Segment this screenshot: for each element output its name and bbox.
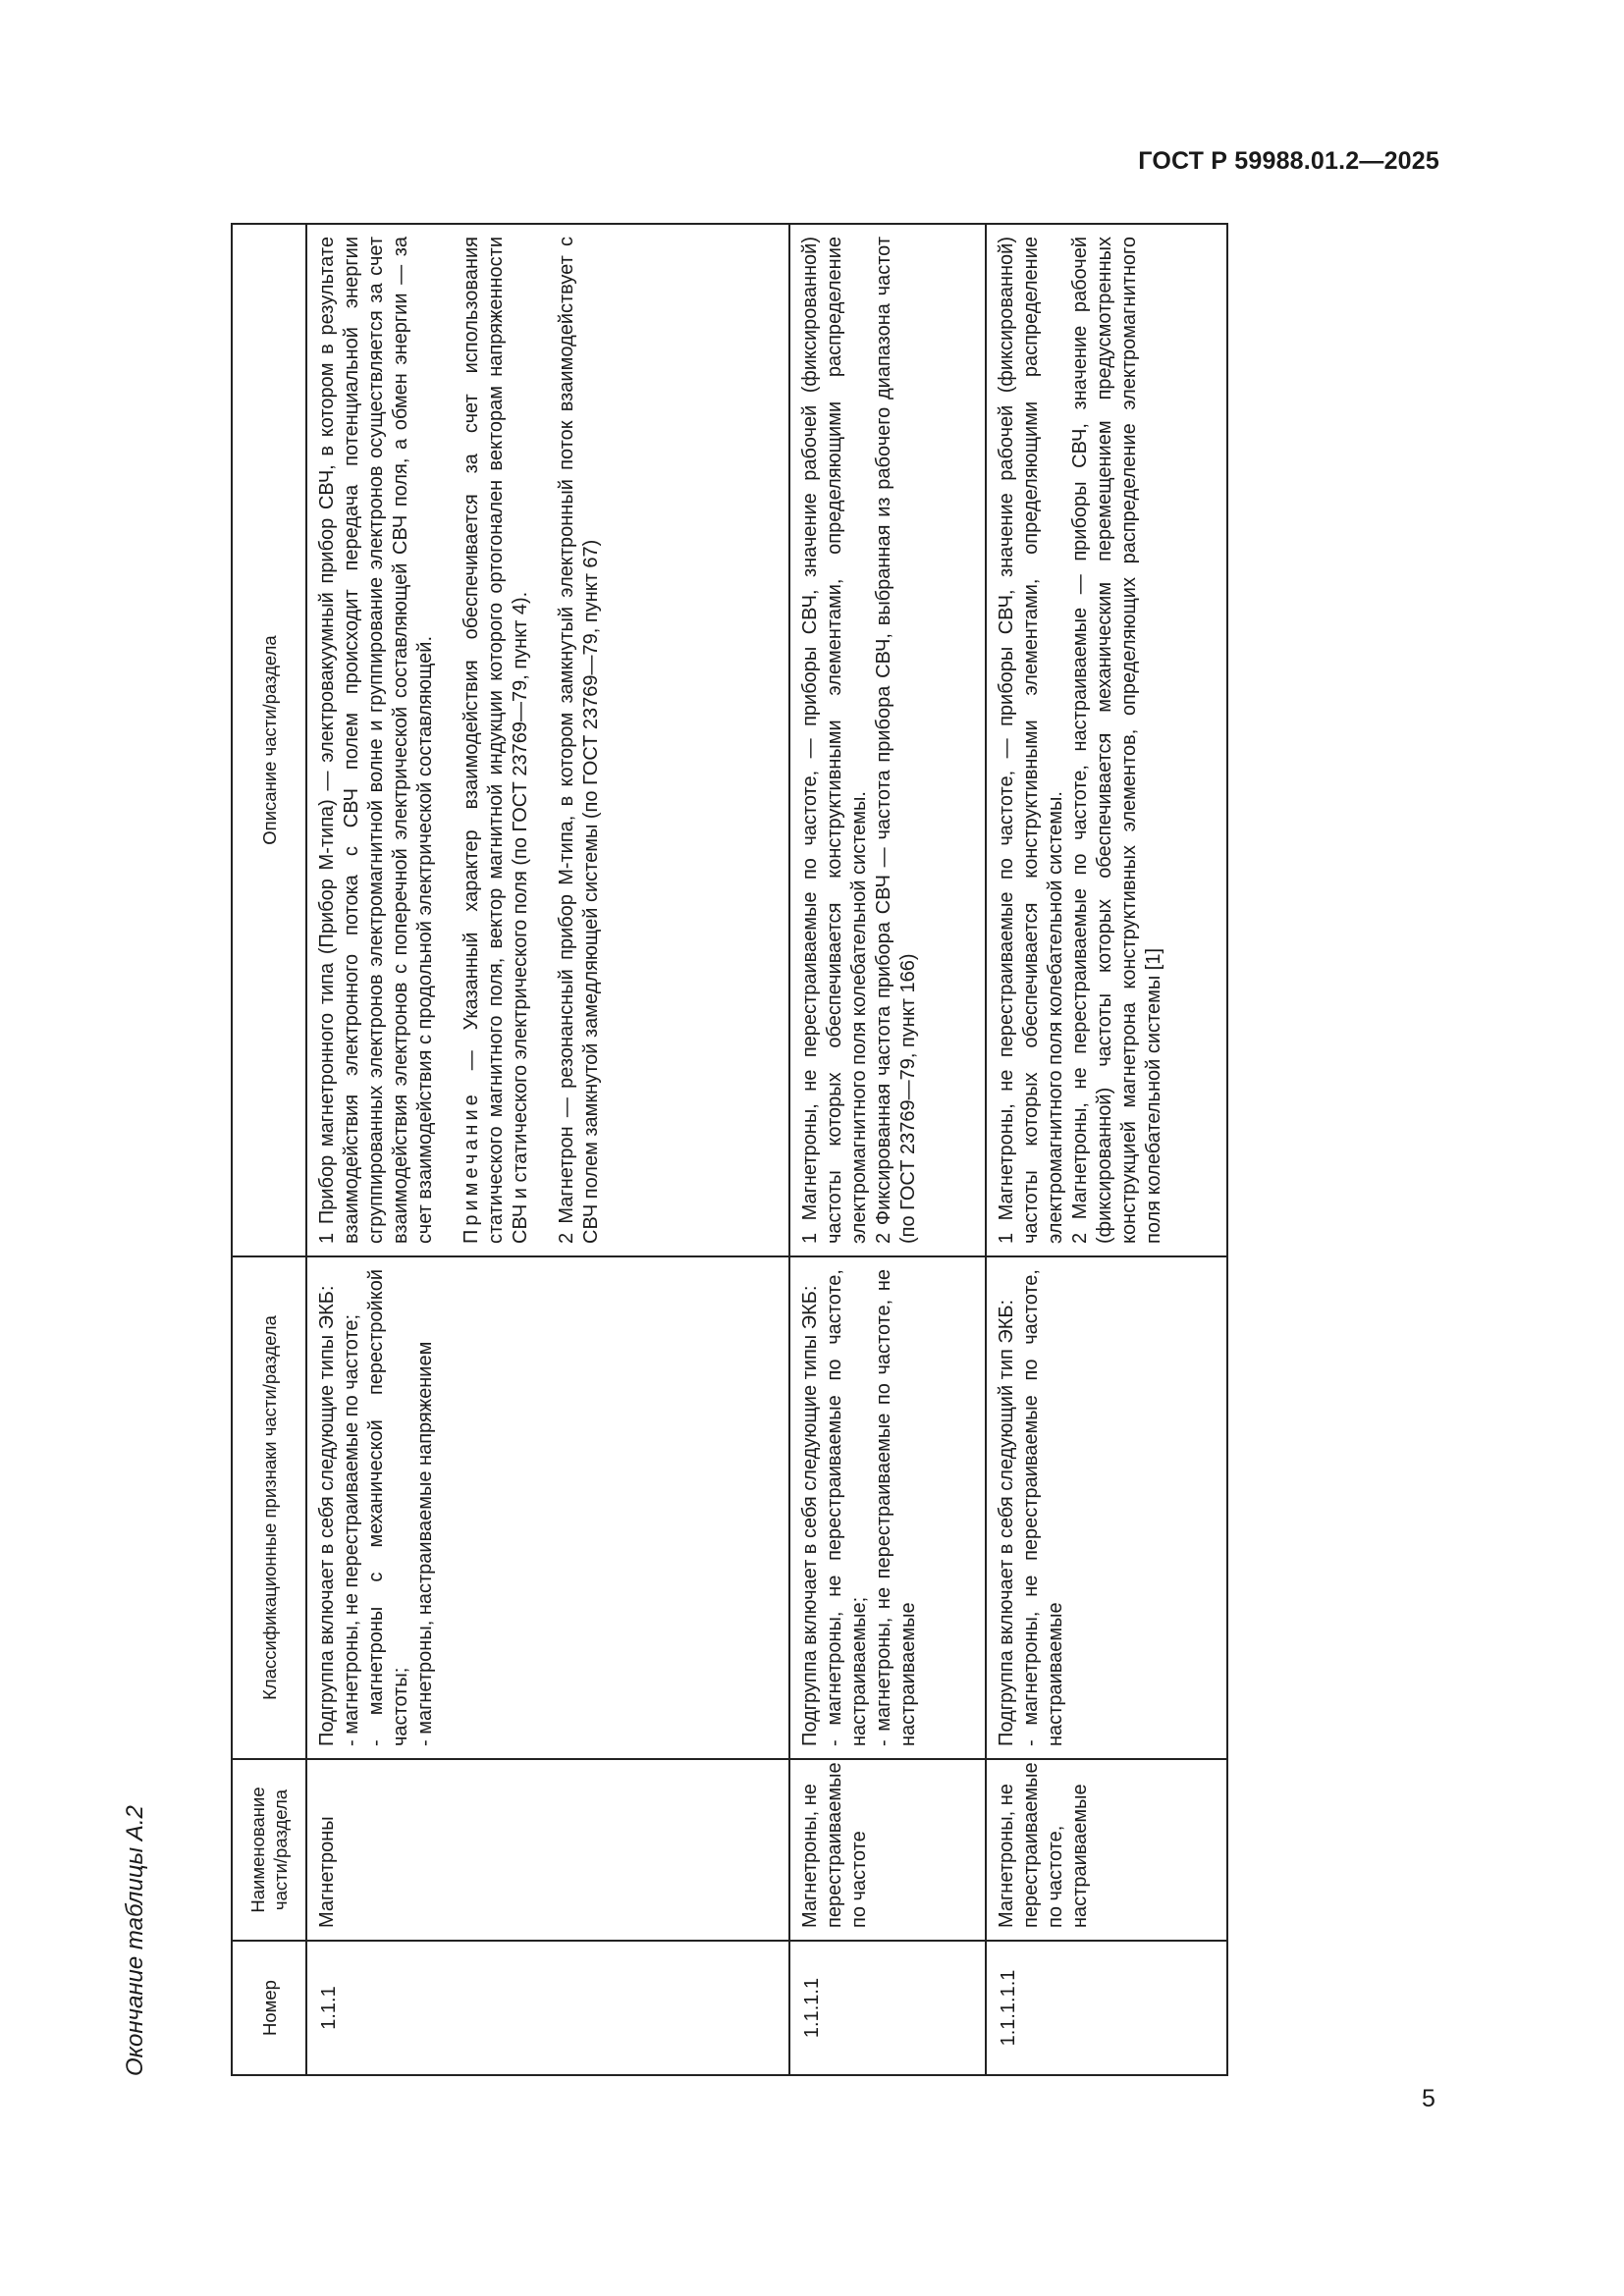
feature-line: Подгруппа включает в себя следующие типы ЭКБ: bbox=[316, 1285, 338, 1746]
feature-line: - магнетроны, не перестраиваемые по частоте, настраиваемые; bbox=[824, 1269, 870, 1746]
feature-line: Подгруппа включает в себя следующие типы ЭКБ: bbox=[799, 1285, 821, 1746]
row-description bbox=[789, 224, 986, 1256]
row-features bbox=[789, 1256, 986, 1759]
note-text: — Указанный характер взаимодействия обеспечивается за счет использования статического магнитного поля, вектор магнитной индукции которого ортогонален векторам напряженности СВЧ и статического электрического поля (по ГОСТ 23769—79, пункт 4). bbox=[460, 237, 531, 1244]
feature-line: - магнетроны, настраиваемые напряжением bbox=[414, 1341, 436, 1746]
header-features: Классификационные признаки части/раздела bbox=[232, 1256, 306, 1759]
feature-line: - магнетроны, не перестраиваемые по частоте, не настраиваемые bbox=[873, 1269, 919, 1746]
table-row bbox=[986, 224, 1227, 2075]
table-row bbox=[306, 224, 789, 2075]
row-name: Магнетроны, не перестраиваемые по частоте, настраиваемые bbox=[986, 1759, 1227, 1941]
description-paragraph: 1 Прибор магнетронного типа (Прибор М-типа) — электровакуумный прибор СВЧ, в котором в результате взаимодействия электронного потока с СВЧ полем происходит передача потенциальной энергии сгруппированных электронов электромагнитной волне и группирование электронов осуществляется за счет взаимодействия электронов с поперечной электрической составляющей СВЧ поля, а обмен энергии — за счет взаимодействия с продольной электрической составляющей. bbox=[316, 237, 436, 1244]
description-paragraph: 2 Магнетрон — резонансный прибор М-типа, в котором замкнутый электронный поток взаимодействует с СВЧ полем замкнутой замедляющей системы (по ГОСТ 23769—79, пункт 67) bbox=[556, 237, 602, 1244]
row-description bbox=[306, 224, 789, 1256]
row-description bbox=[986, 224, 1227, 1256]
header-number: Номер bbox=[232, 1941, 306, 2075]
row-features bbox=[986, 1256, 1227, 1759]
description-paragraph: 1 Магнетроны, не перестраиваемые по частоте, — приборы СВЧ, значение рабочей (фиксированной) частоты которых обеспечивается конструктивными элементами, определяющими распределение электромагнитного поля колебательной системы. bbox=[996, 237, 1066, 1244]
row-number: 1.1.1 bbox=[306, 1941, 789, 2075]
feature-line: - магнетроны с механической перестройкой частоты; bbox=[365, 1269, 411, 1746]
header-description: Описание части/раздела bbox=[232, 224, 306, 1256]
row-features bbox=[306, 1256, 789, 1759]
table-row bbox=[789, 224, 986, 2075]
feature-line: - магнетроны, не перестраиваемые по частоте, настраиваемые bbox=[1020, 1269, 1066, 1746]
rotated-table-block bbox=[116, 225, 1206, 2076]
feature-line: Подгруппа включает в себя следующий тип ЭКБ: bbox=[996, 1299, 1017, 1746]
page-number: 5 bbox=[1422, 2085, 1435, 2112]
table-header-row bbox=[232, 224, 306, 2075]
description-paragraph: 2 Фиксированная частота прибора СВЧ — частота прибора СВЧ, выбранная из рабочего диапазона частот (по ГОСТ 23769—79, пункт 166) bbox=[873, 237, 919, 1244]
row-number: 1.1.1.1.1 bbox=[986, 1941, 1227, 2075]
table-caption: Окончание таблицы А.2 bbox=[122, 1805, 148, 2076]
header-name: Наименование части/раздела bbox=[232, 1759, 306, 1941]
classification-table bbox=[231, 223, 1228, 2076]
note-label: Примечание bbox=[460, 1091, 482, 1244]
feature-line: - магнетроны, не перестраиваемые по частоте; bbox=[341, 1313, 362, 1746]
document-header: ГОСТ Р 59988.01.2—2025 bbox=[1138, 147, 1439, 175]
row-number: 1.1.1.1 bbox=[789, 1941, 986, 2075]
description-note bbox=[460, 237, 533, 1244]
row-name: Магнетроны, не перестраиваемые по частоте bbox=[789, 1759, 986, 1941]
description-paragraph: 2 Магнетроны, не перестраиваемые по частоте, настраиваемые — приборы СВЧ, значение рабочей (фиксированной) частоты которых обеспечивается механическим перемещением предусмотренных конструкцией магнетрона конструктивных элементов, определяющих распределение электромагнитного поля колебательной системы [1] bbox=[1069, 237, 1164, 1244]
description-paragraph: 1 Магнетроны, не перестраиваемые по частоте, — приборы СВЧ, значение рабочей (фиксированной) частоты которых обеспечивается конструктивными элементами, определяющими распределение электромагнитного поля колебательной системы. bbox=[799, 237, 870, 1244]
row-name: Магнетроны bbox=[306, 1759, 789, 1941]
